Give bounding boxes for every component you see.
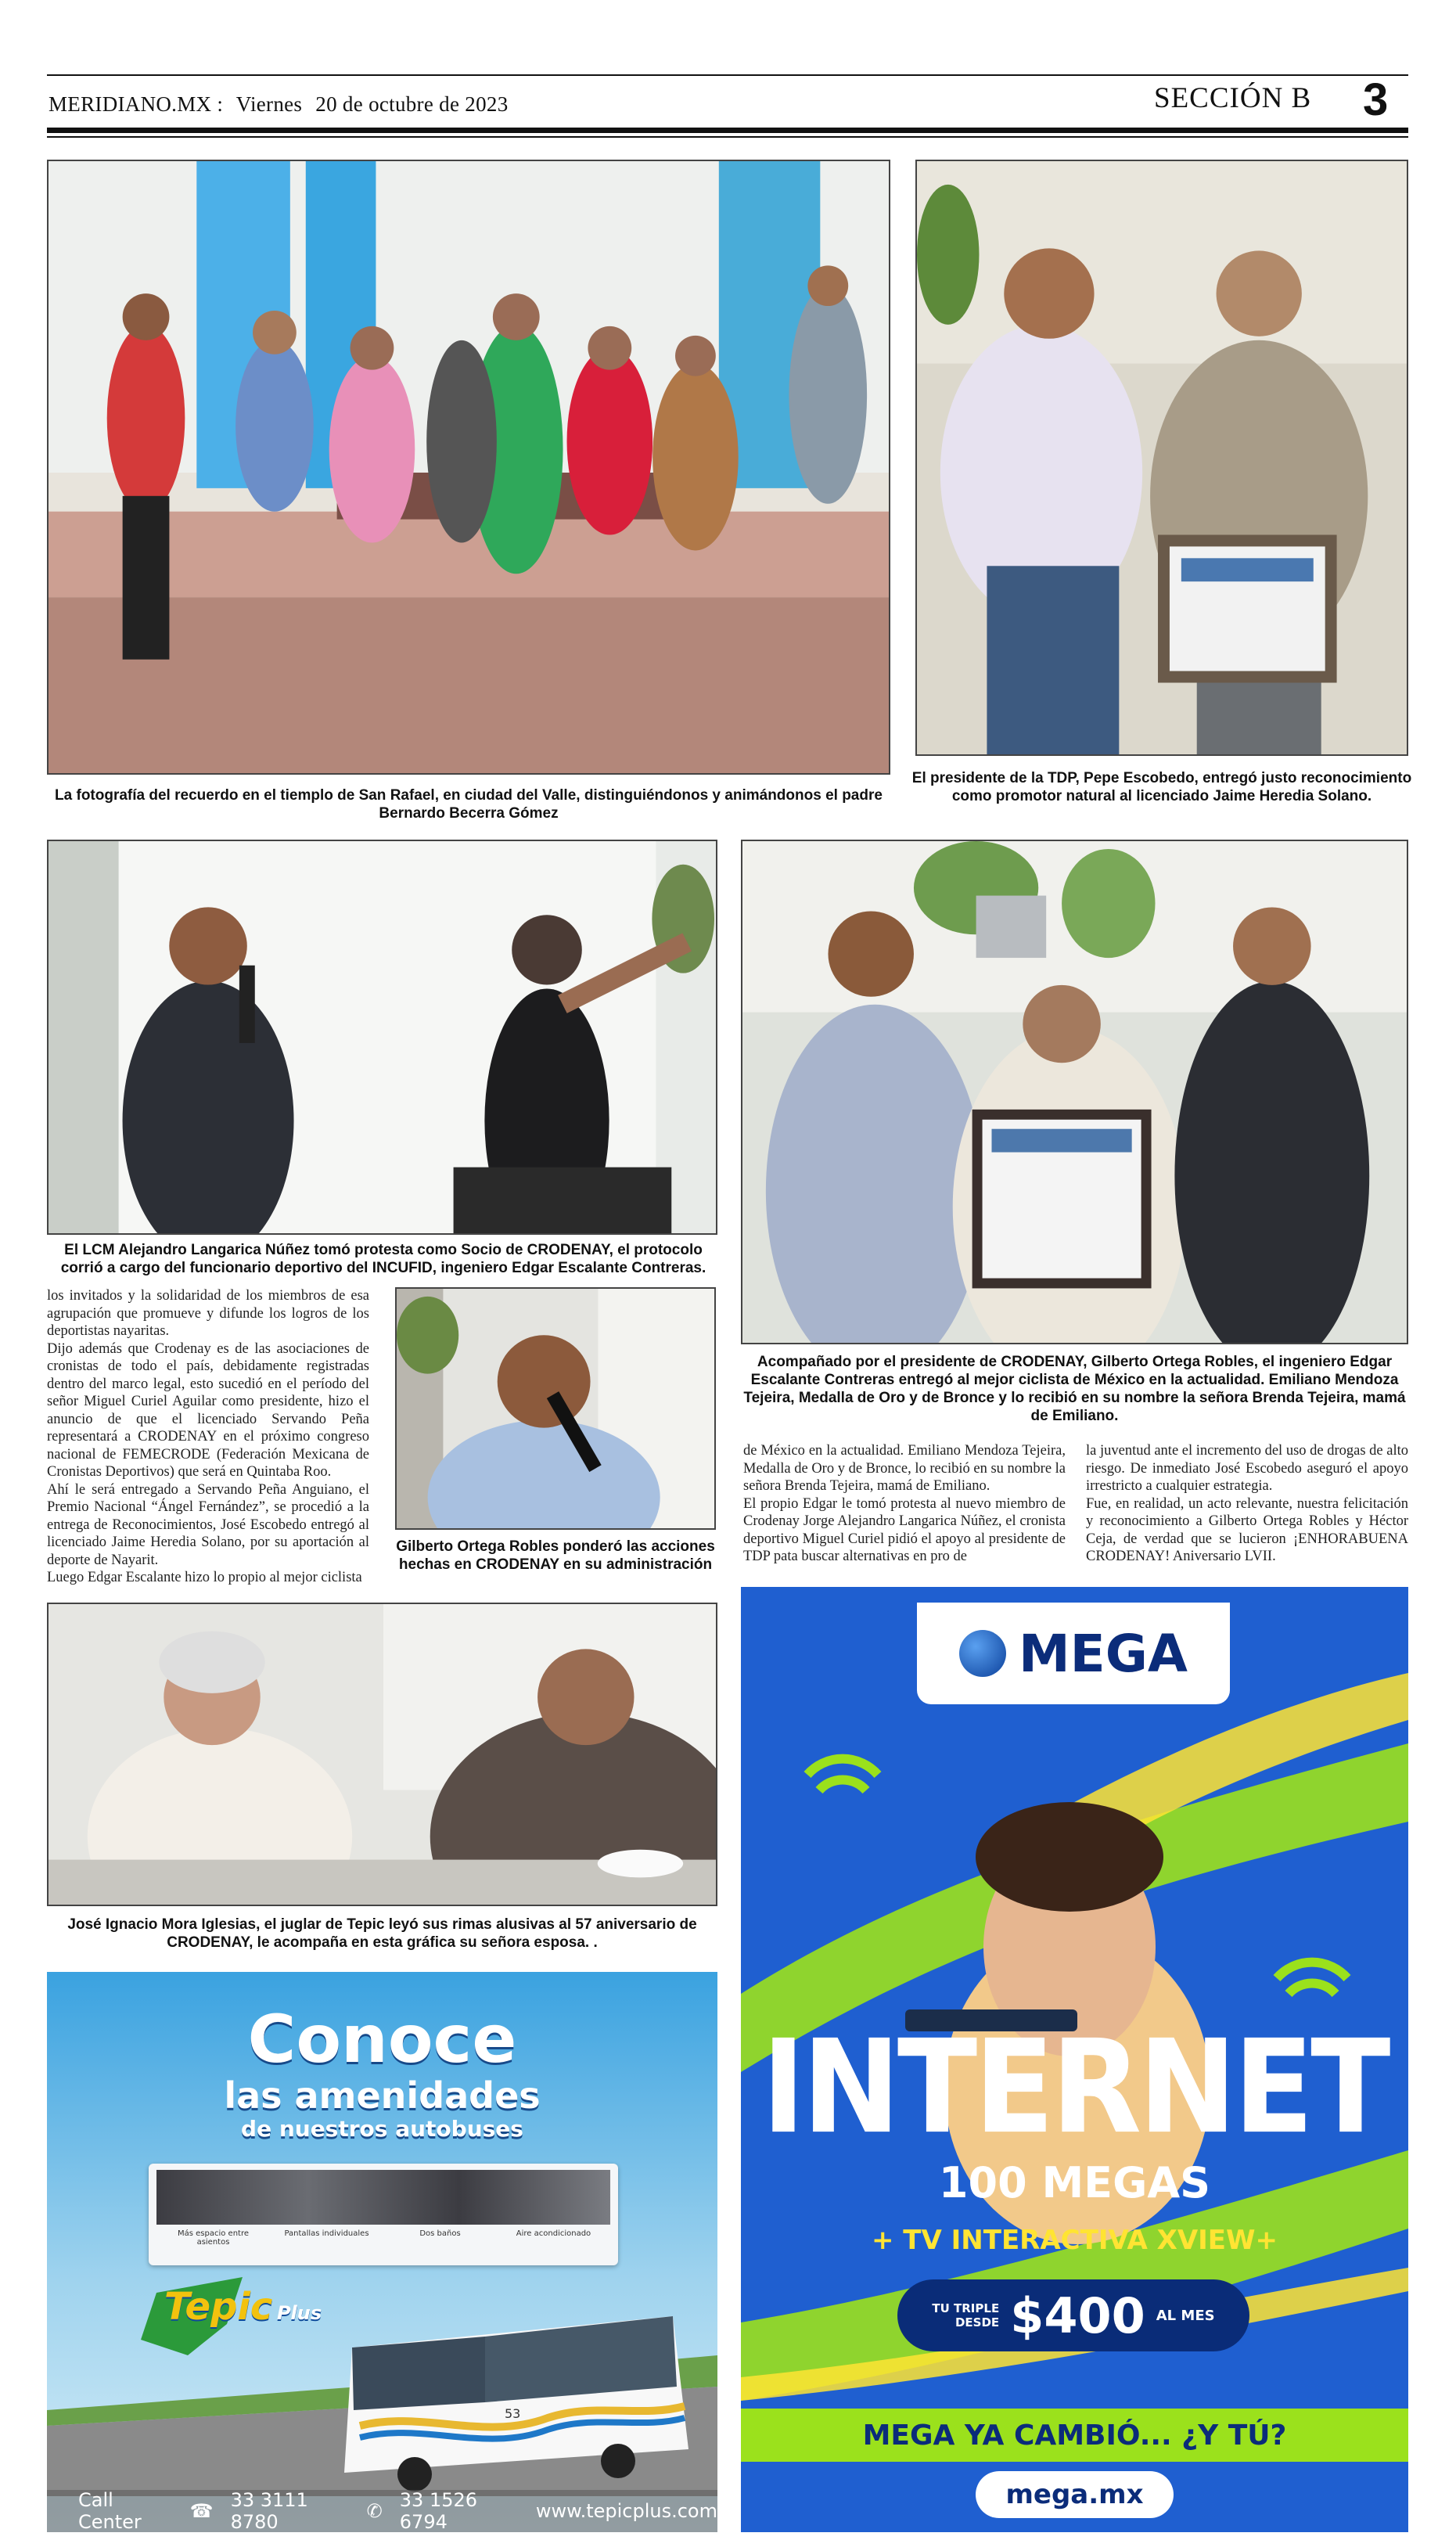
article-paragraph: los invitados y la solidaridad de los miembros de esa agrupación que promueve y difunde los logros de los deportistas nayaritas. <box>47 1288 369 1339</box>
ad-mega-speed: 100 MEGAS <box>938 2158 1211 2207</box>
caption-oath: El LCM Alejandro Langarica Núñez tomó protesta como Socio de CRODENAY, el protocolo corrió a cargo del funcionario deportivo del INCUFID, ingeniero Edgar Escalante Contreras. <box>60 1242 706 1276</box>
ad-bus-features <box>156 2229 610 2247</box>
article-paragraph: El propio Edgar le tomó protesta al nuevo miembro de Crodenay Jorge Alejandro Langarica Núñez, el cronista deportivo Miguel Curiel pidió el apoyo al presidente de TDP pata buscar alternativas en pro de <box>743 1495 1066 1564</box>
ad-bus-brand: Tepic <box>164 2285 273 2329</box>
ad-bus-number: 53 <box>505 2406 521 2421</box>
caption-tdp-recognition: El presidente de la TDP, Pepe Escobedo, entregó justo reconocimiento como promotor natural al licenciado Jaime Heredia Solano. <box>911 770 1412 804</box>
article-paragraph: Dijo además que Crodenay es de las asociaciones de cronistas de todo el país, debidamente registradas dentro del marco legal, esto sucedió en el período del señor Miguel Curiel Aguilar como presidente, hizo el anuncio de que el licenciado Servando Peña representará a CRODENAY en el próximo congreso nacional de FEMECRODE (Federación Mexicana de Cronistas Deportivos) que será en Quintaba Roo. <box>47 1340 369 1480</box>
ad-bus-feature: Dos baños <box>419 2229 461 2238</box>
mega-logo-icon <box>959 1630 1006 1677</box>
ad-mega-url-pill[interactable] <box>976 2471 1174 2518</box>
masthead-dateline <box>49 92 516 117</box>
caption-poet: José Ignacio Mora Iglesias, el juglar de Tepic leyó sus rimas alusivas al 57 aniversario de CRODENAY, le acompaña en esta gráfica su señora esposa. . <box>67 1916 697 1951</box>
phone-icon: ☎ <box>189 2500 214 2522</box>
ad-mega-price-prefix-2: DESDE <box>954 2315 1000 2330</box>
article-column-3 <box>1086 1442 1408 1566</box>
ad-bus-feature: Aire acondicionado <box>516 2229 591 2238</box>
photo-church-group <box>47 160 890 775</box>
ad-tepic-plus[interactable] <box>47 1972 717 2532</box>
ad-mega-slogan-bar <box>741 2409 1408 2462</box>
ad-bus-headline-1: Conoce <box>247 2001 517 2078</box>
caption-cyclist-award: Acompañado por el presidente de CRODENAY, Gilberto Ortega Robles, el ingeniero Edgar Escalante Contreras entregó al mejor ciclista de México en la actualidad. Emiliano Mendoza Tejeira, Medalla de Oro y de Bronce y lo recibió en su nombre la señora Brenda Tejeira, mamá de Emiliano. <box>743 1354 1406 1424</box>
caption-church-group: La fotografía del recuerdo en el tiemplo de San Rafael, en ciudad del Valle, distinguiéndonos y animándonos el padre Bernardo Becerra Gómez <box>55 787 883 822</box>
ad-mega-price-prefix <box>932 2301 999 2330</box>
ad-bus-interior-strip <box>156 2170 610 2225</box>
ad-bus-brand-sub: Plus <box>276 2302 322 2324</box>
masthead-rule-thick <box>47 128 1408 133</box>
photo-oath <box>47 840 717 1235</box>
masthead-day: Viernes <box>235 92 303 116</box>
photo-gilberto <box>395 1287 716 1530</box>
photo-poet <box>47 1603 717 1906</box>
page-number: 3 <box>1363 74 1389 125</box>
article-column-1 <box>47 1287 369 1587</box>
ad-bus-features-panel <box>149 2164 618 2265</box>
ad-mega-headline: INTERNET <box>761 2013 1388 2163</box>
ad-bus-feature: Pantallas individuales <box>284 2229 369 2238</box>
ad-bus-scene <box>47 2269 717 2496</box>
article-column-2 <box>743 1442 1066 1566</box>
ad-bus-call-center-label: Call Center <box>78 2489 142 2532</box>
whatsapp-icon: ✆ <box>366 2500 383 2522</box>
photo-cyclist-award <box>741 840 1408 1344</box>
section-label: SECCIÓN B <box>1154 82 1312 114</box>
masthead-site: MERIDIANO.MX : <box>49 92 224 116</box>
ad-mega-price-suffix: AL MES <box>1156 2307 1215 2324</box>
ad-bus-logo <box>164 2285 322 2329</box>
article-paragraph: la juventud ante el incremento del uso de drogas de alto riesgo. De inmediato José Escobedo aseguró el apoyo irrestricto a cualquier estrategia. <box>1086 1443 1409 1494</box>
ad-mega-price: $400 <box>1010 2286 1145 2344</box>
ad-mega-url[interactable]: mega.mx <box>1005 2479 1144 2510</box>
ad-bus-feature: Más espacio entre asientos <box>177 2229 249 2247</box>
ad-bus-website[interactable]: www.tepicplus.com <box>535 2500 717 2522</box>
ad-bus-whatsapp[interactable]: 33 1526 6794 <box>399 2489 478 2532</box>
article-paragraph: Ahí le será entregado a Servando Peña Anguiano, el Premio Nacional “Ángel Fernández”, se procedió a la entrega de Reconocimientos, José Escobedo entregó al licenciado Jaime Heredia Solano, por su aportación al deporte de Nayarit. <box>47 1481 369 1568</box>
ad-mega-brand: MEGA <box>1018 1623 1188 1684</box>
ad-mega-slogan: MEGA YA CAMBIÓ... ¿Y TÚ? <box>862 2419 1287 2452</box>
ad-mega[interactable] <box>741 1587 1408 2532</box>
article-paragraph: de México en la actualidad. Emiliano Mendoza Tejeira, Medalla de Oro y de Bronce, lo recibió en su nombre la señora Brenda Tejeira, mamá de Emiliano. <box>743 1443 1066 1494</box>
masthead-date: 20 de octubre de 2023 <box>315 92 509 116</box>
caption-gilberto: Gilberto Ortega Robles ponderó las acciones hechas en CRODENAY en su administración <box>396 1538 715 1573</box>
ad-bus-headline-2: las amenidades <box>224 2074 541 2117</box>
ad-mega-tv: + TV INTERACTIVA XVIEW+ <box>871 2225 1278 2256</box>
ad-bus-headline-3: de nuestros autobuses <box>241 2116 523 2142</box>
ad-mega-logo-box <box>917 1603 1230 1704</box>
ad-bus-contact-bar <box>47 2490 717 2532</box>
ad-mega-price-prefix-1: TU TRIPLE <box>932 2301 1000 2315</box>
article-paragraph: Fue, en realidad, un acto relevante, nuestra felicitación y reconocimiento a Gilberto Ortega Robles y Héctor Ceja, de verdad que se lucieron ¡ENHORABUENA CRODENAY! Aniversario LVII. <box>1086 1495 1408 1564</box>
masthead-rule-top <box>47 74 1408 76</box>
masthead-rule-thin <box>47 136 1408 138</box>
ad-bus-headline <box>47 2003 717 2142</box>
ad-bus-phone[interactable]: 33 3111 8780 <box>230 2489 308 2532</box>
article-paragraph: Luego Edgar Escalante hizo lo propio al mejor ciclista <box>47 1570 362 1585</box>
photo-tdp-recognition <box>915 160 1408 756</box>
ad-mega-price-pill <box>897 2279 1249 2351</box>
